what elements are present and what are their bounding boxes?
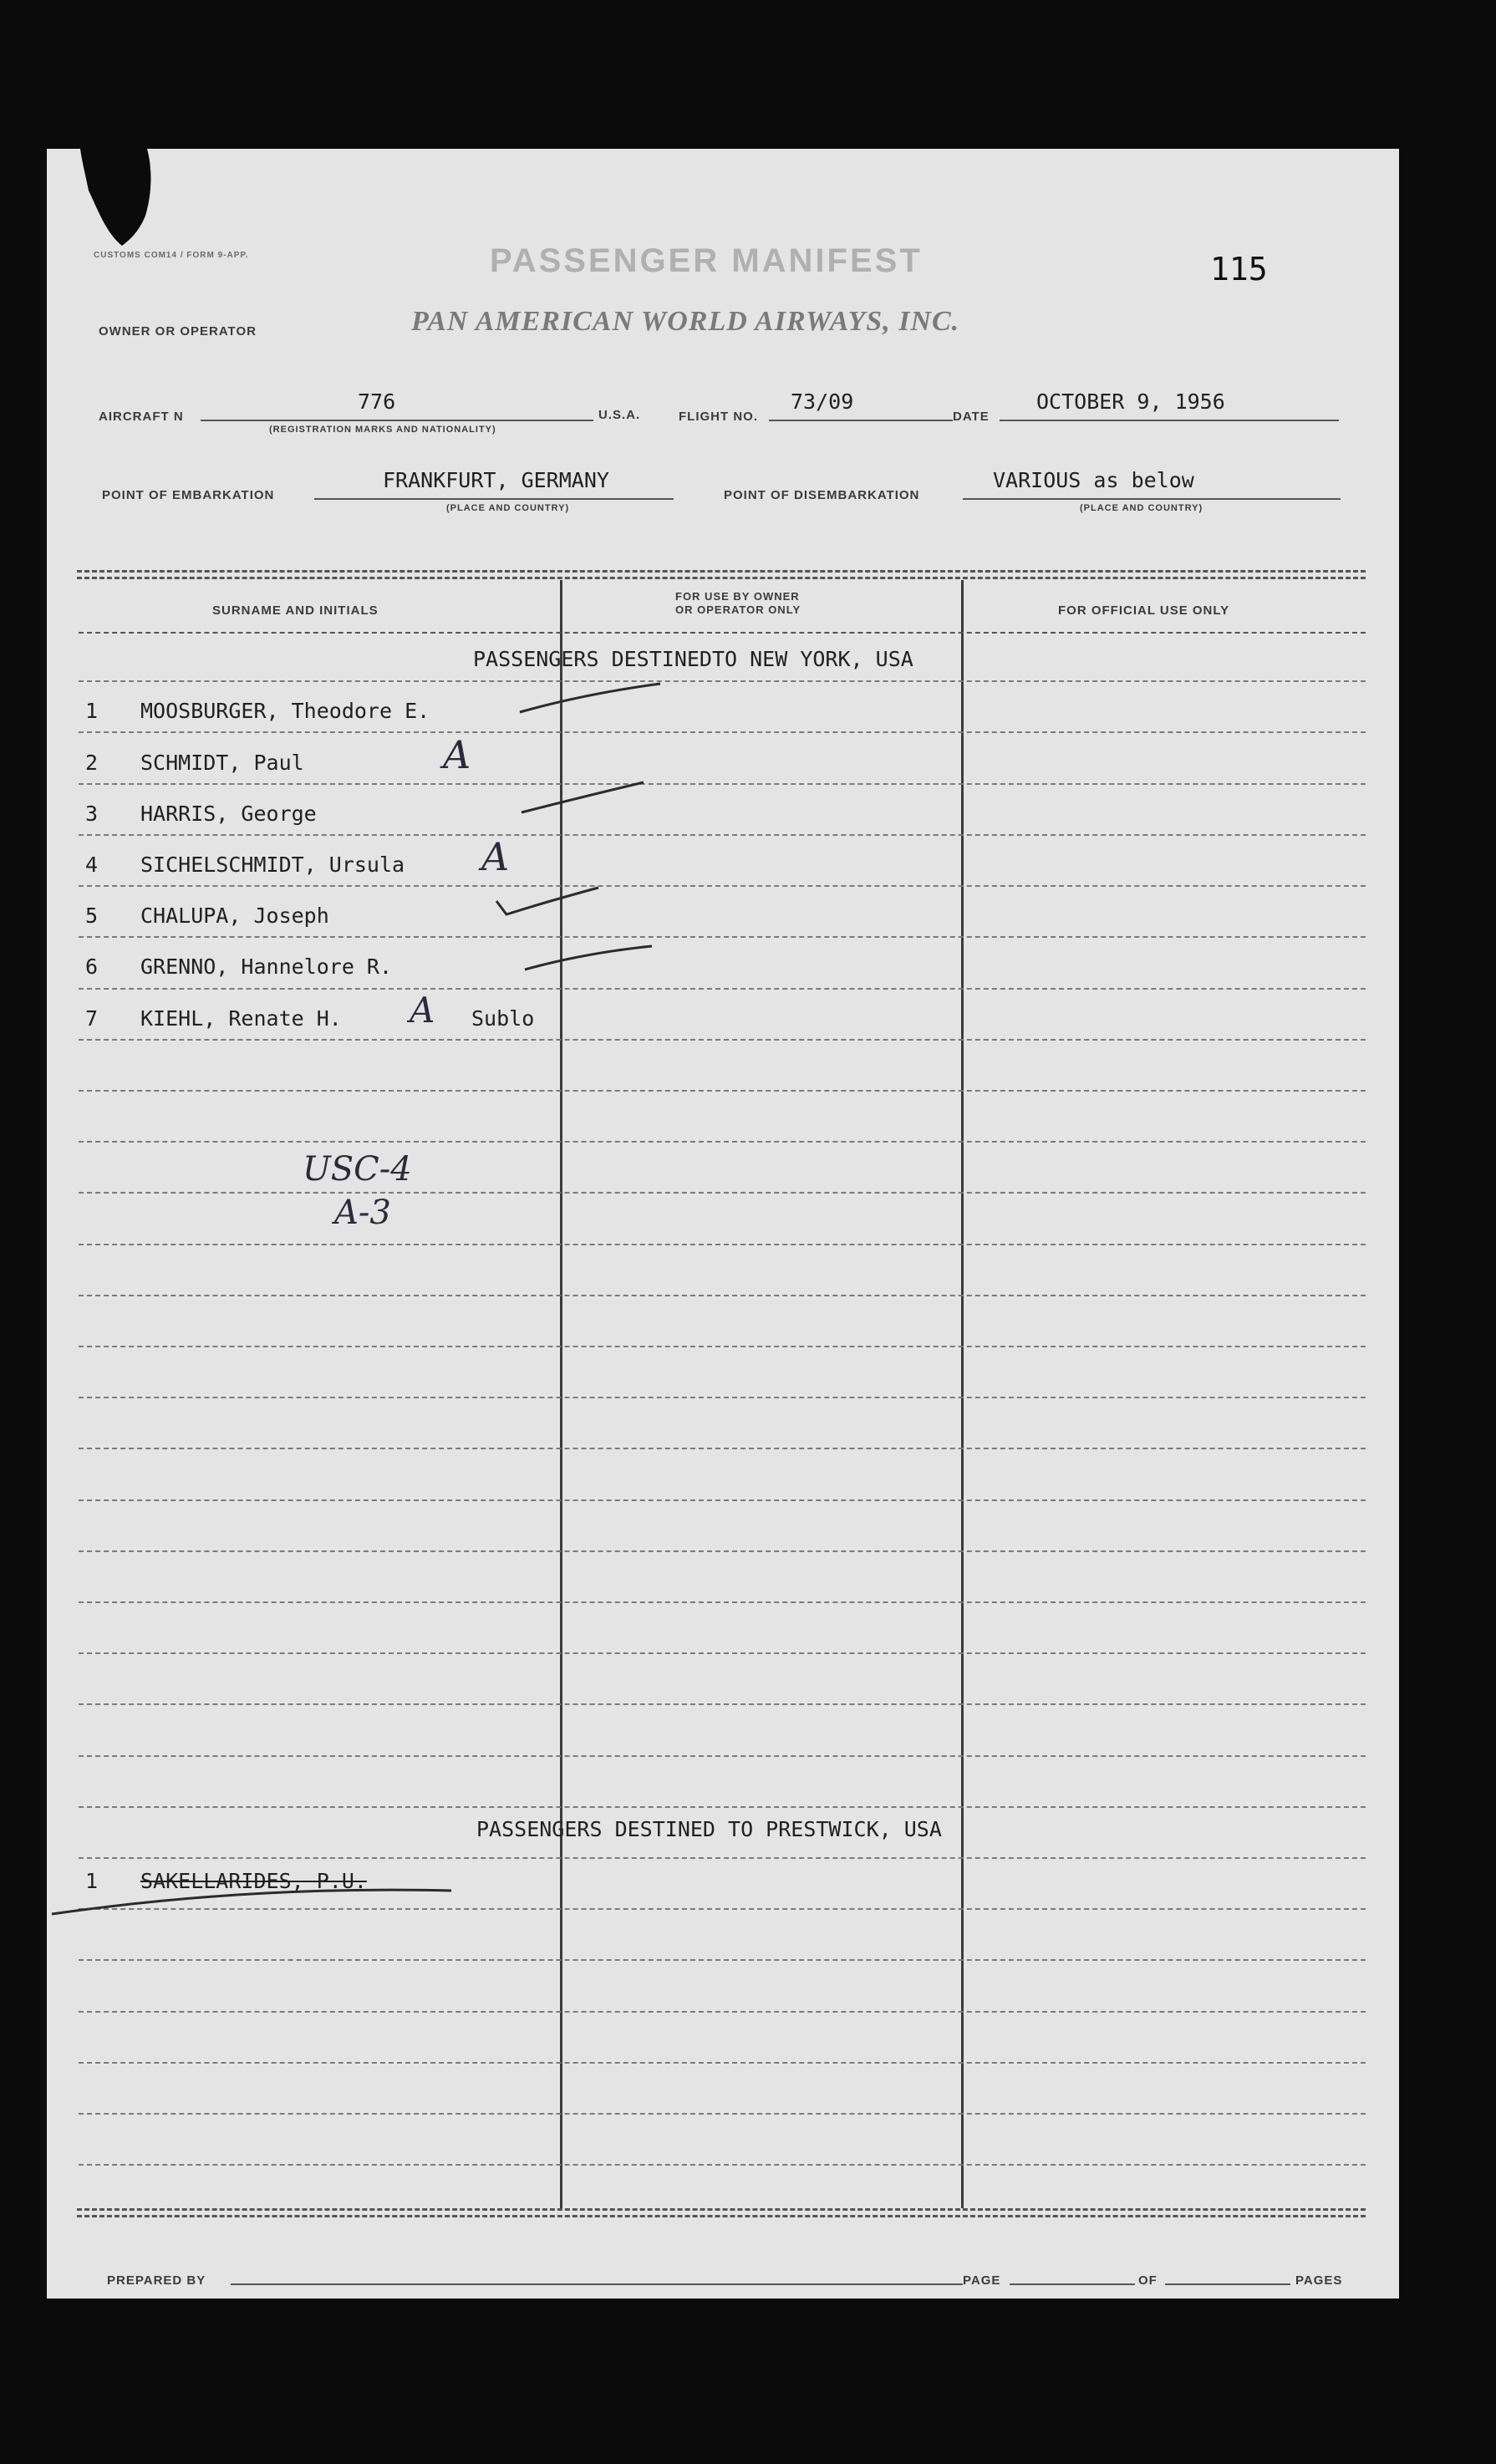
passenger-name: HARRIS, George [140, 802, 317, 826]
col-surname-header: SURNAME AND INITIALS [212, 603, 379, 618]
prepared-by-label: PREPARED BY [107, 2273, 206, 2288]
passenger-number: 5 [85, 904, 99, 928]
section-heading-new-york: PASSENGERS DESTINEDTO NEW YORK, USA [473, 647, 913, 671]
registration-note: (REGISTRATION MARKS AND NATIONALITY) [269, 425, 496, 435]
passenger-name: CHALUPA, Joseph [140, 904, 329, 928]
passenger-name: SAKELLARIDES, P.U. [140, 1869, 367, 1893]
passenger-number: 4 [85, 853, 99, 877]
annotation-a: A-3 [334, 1194, 391, 1232]
aircraft-number: 776 [358, 389, 396, 414]
disembarkation-place-note: (PLACE AND COUNTRY) [1080, 503, 1203, 513]
passenger-name: KIEHL, Renate H. [140, 1006, 342, 1031]
operator-name: PAN AMERICAN WORLD AIRWAYS, INC. [411, 306, 960, 337]
handwritten-mark: A [443, 732, 471, 777]
embarkation-place: FRANKFURT, GERMANY [383, 468, 609, 492]
passenger-number: 1 [85, 1869, 99, 1893]
passenger-name: MOOSBURGER, Theodore E. [140, 699, 430, 723]
passenger-number: 7 [85, 1006, 99, 1031]
embarkation-place-note: (PLACE AND COUNTRY) [446, 503, 570, 513]
passenger-number: 3 [85, 802, 99, 826]
flight-date: OCTOBER 9, 1956 [1036, 389, 1225, 414]
page-title: PASSENGER MANIFEST [490, 242, 923, 279]
flight-number: 73/09 [791, 389, 854, 414]
col-official-header: FOR OFFICIAL USE ONLY [1058, 603, 1230, 618]
passenger-name: SICHELSCHMIDT, Ursula [140, 853, 405, 877]
flight-no-label: FLIGHT NO. [679, 410, 758, 424]
owner-operator-label: OWNER OR OPERATOR [99, 324, 257, 339]
passenger-number: 6 [85, 955, 99, 979]
date-label: DATE [953, 410, 990, 424]
passenger-name: GRENNO, Hannelore R. [140, 955, 393, 979]
form-code: CUSTOMS COM14 / FORM 9-APP. [94, 251, 249, 260]
pages-label: PAGES [1295, 2273, 1343, 2288]
page-label: PAGE [963, 2273, 1001, 2288]
usa-label: U.S.A. [598, 408, 641, 422]
handwritten-mark: A [481, 834, 510, 879]
passenger-number: 2 [85, 751, 99, 775]
col-owner-header-1: FOR USE BY OWNER [675, 590, 800, 603]
disembarkation-place: VARIOUS as below [993, 468, 1194, 492]
page-number: 115 [1210, 251, 1268, 288]
passenger-name: SCHMIDT, Paul [140, 751, 304, 775]
passenger-number: 1 [85, 699, 99, 723]
disembarkation-label: POINT OF DISEMBARKATION [724, 488, 920, 502]
of-label: OF [1138, 2273, 1158, 2288]
section-heading-prestwick: PASSENGERS DESTINED TO PRESTWICK, USA [476, 1817, 942, 1841]
passenger-note: Sublo [471, 1006, 535, 1031]
annotation-usc: USC-4 [303, 1150, 412, 1189]
aircraft-label: AIRCRAFT N [99, 410, 184, 424]
col-owner-header-2: OR OPERATOR ONLY [675, 603, 801, 616]
embarkation-label: POINT OF EMBARKATION [102, 488, 275, 502]
handwritten-mark: A [410, 990, 435, 1031]
